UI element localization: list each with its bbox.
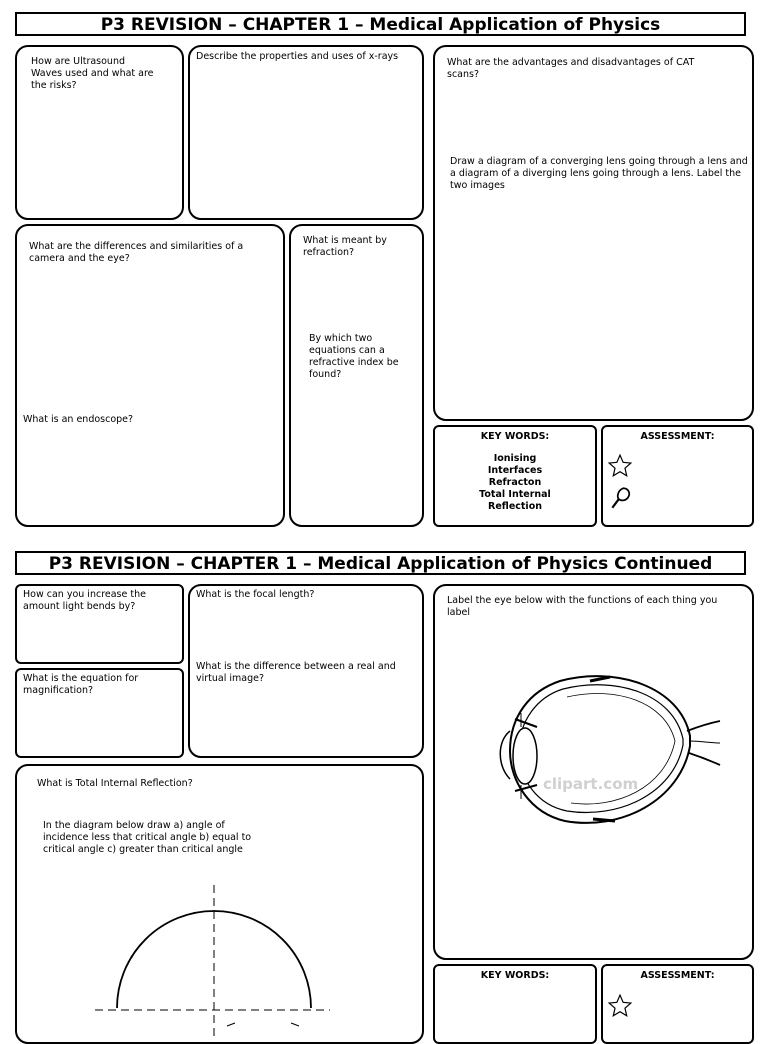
keywords-heading: KEY WORDS: <box>480 431 550 442</box>
eye-diagram-icon <box>475 661 725 861</box>
keywords-box-2 <box>433 964 597 1044</box>
eye-label-question: Label the eye below with the functions of each thing you label <box>447 595 718 618</box>
xrays-box <box>188 45 424 220</box>
assessment-heading: ASSESSMENT: <box>640 431 715 442</box>
tir-box <box>15 764 424 1044</box>
keywords-heading: KEY WORDS: <box>480 970 550 981</box>
magnification-box <box>15 668 184 758</box>
assessment-box-2 <box>601 964 754 1044</box>
xrays-question: Describe the properties and uses of x-rays <box>196 51 399 62</box>
keyword-item: Reflection <box>488 501 542 512</box>
star-icon <box>607 993 633 1019</box>
refraction-question: What is meant by refraction? <box>303 235 387 258</box>
light-bends-question: How can you increase the amount light bends by? <box>23 589 146 612</box>
keyword-item: Refracton <box>488 477 542 488</box>
keyword-item: Total Internal <box>479 489 551 500</box>
eye-label-box <box>433 584 754 960</box>
page2-title-text: P3 REVISION – CHAPTER 1 – Medical Application of Physics Continued <box>48 554 713 574</box>
keywords-list <box>435 453 595 513</box>
page1-title <box>15 12 746 36</box>
focal-length-box <box>188 584 424 758</box>
lens-diagram-question: Draw a diagram of a converging lens going through a lens and a diagram of a diverging lens going through a lens. Label the two images <box>450 156 748 191</box>
page1-title-text: P3 REVISION – CHAPTER 1 – Medical Application of Physics <box>100 15 661 35</box>
eye-watermark: clipart.com <box>543 775 639 793</box>
cat-question: What are the advantages and disadvantages of CAT scans? <box>447 57 695 80</box>
keyword-item: Ionising <box>493 453 537 464</box>
refractive-index-question: By which two equations can a refractive index be found? <box>309 333 399 380</box>
cat-box <box>433 45 754 421</box>
camera-eye-question: What are the differences and similarities of a camera and the eye? <box>29 241 244 264</box>
keywords-box <box>433 425 597 527</box>
endoscope-question: What is an endoscope? <box>23 414 134 425</box>
keyword-item: Interfaces <box>487 465 543 476</box>
assessment-heading: ASSESSMENT: <box>640 970 715 981</box>
camera-eye-box <box>15 224 285 527</box>
assessment-box <box>601 425 754 527</box>
critical-angle-question: In the diagram below draw a) angle of incidence less that critical angle b) equal to critical angle c) greater than critical angle <box>43 820 252 855</box>
real-virtual-question: What is the difference between a real and virtual image? <box>196 661 396 684</box>
refraction-box <box>289 224 424 527</box>
light-bends-box <box>15 584 184 664</box>
ultrasound-question: How are Ultrasound Waves used and what are the risks? <box>31 56 154 91</box>
magnification-question: What is the equation for magnification? <box>23 673 139 696</box>
focal-length-question: What is the focal length? <box>196 589 315 600</box>
ultrasound-box <box>15 45 184 220</box>
star-icon <box>607 453 633 479</box>
page2-title <box>15 551 746 575</box>
tir-question: What is Total Internal Reflection? <box>37 778 193 789</box>
semicircle-block-diagram <box>95 880 395 1040</box>
magnifier-icon <box>608 485 634 511</box>
